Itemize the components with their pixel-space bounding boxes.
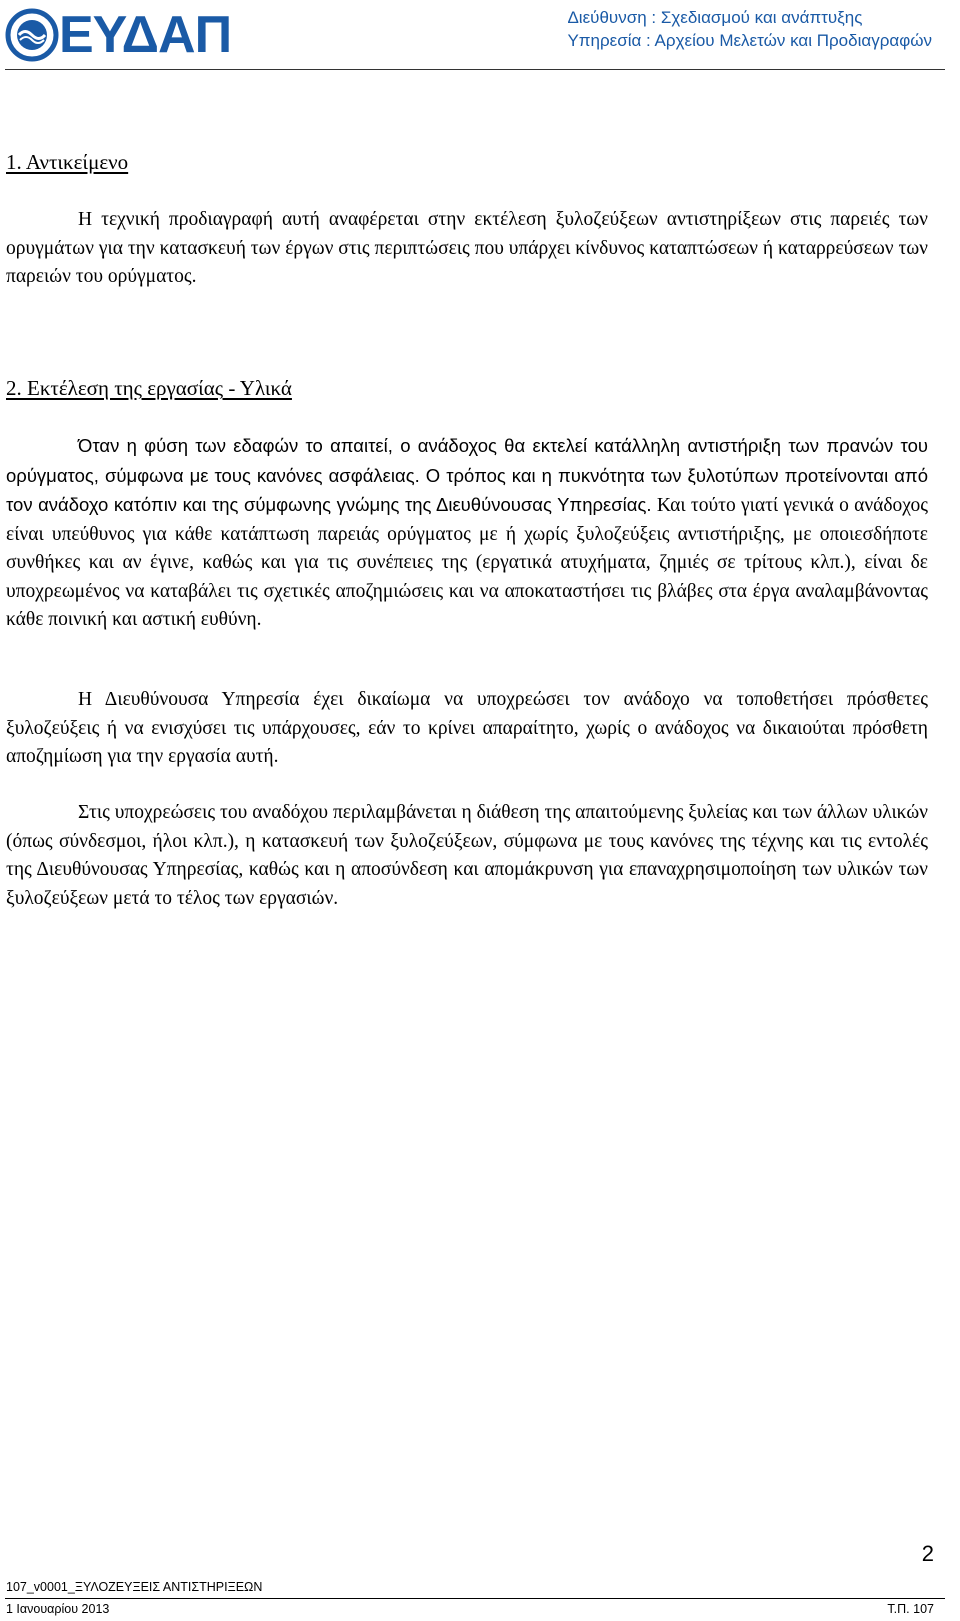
footer-spec-code: Τ.Π. 107: [887, 1602, 934, 1616]
footer-date: 1 Ιανουαρίου 2013: [6, 1602, 110, 1616]
service-label: Υπηρεσία : Αρχείου Μελετών και Προδιαγραφών: [567, 31, 932, 50]
page-header: [0, 0, 960, 72]
section-2-paragraph-1: [6, 432, 928, 635]
logo-text: ΕΥΔΑΠ: [59, 6, 232, 64]
footer-divider: [5, 1598, 945, 1599]
eydap-logo-icon: [5, 8, 59, 62]
section-1-heading: 1. Αντικείμενο: [6, 150, 129, 174]
section-1-paragraph: Η τεχνική προδιαγραφή αυτή αναφέρεται στην εκτέλεση ξυλοζεύξεων αντιστηρίξεων στις παρειές των ορυγμάτων για την κατασκευή των έργων στις περιπτώσεις που υπάρχει κίνδυνος καταπτώσεων ή καταρρεύσεων των παρειών του ορύγματος.: [6, 209, 928, 287]
section-2-paragraph-1-part-1: Όταν η φύση των εδαφών το απαιτεί, ο ανάδοχος θα εκτελεί κατάλληλη αντιστήριξη των πρανών του ορύγματος, σύμφωνα με τους κανόνες ασφάλειας. Ο τρόπος και η πυκνότητα των ξυλοτύπων προτείνονται από τον ανάδοχο κατόπιν και της σύμφωνης γνώμης της Διευθύνουσας Υπηρεσίας.: [6, 435, 928, 515]
footer-document-code: 107_v0001_ΞΥΛΟΖΕΥΞΕΙΣ ΑΝΤΙΣΤΗΡΙΞΕΩΝ: [6, 1580, 263, 1594]
section-2-paragraph-1-part-2: Και τούτο γιατί γενικά ο ανάδοχος είναι υπεύθυνος για κάθε κατάπτωση παρειάς ορύγματος με ή χωρίς ξυλοζεύξεις αντιστήριξης, με οποιεσδήποτε συνθήκες και αν έγινε, καθώς και για τις συνέπειες της (εργατικά ατυχήματα, ζημιές σε τρίτους κλπ.), είναι δε υποχρεωμένος να καταβάλει τις σχετικές αποζημιώσεις και να αποκαταστήσει τις βλάβες στα έργα αναλαμβάνοντας κάθε ποινική και αστική ευθύνη.: [6, 495, 928, 630]
section-2-heading: 2. Εκτέλεση της εργασίας - Υλικά: [6, 376, 292, 400]
header-divider: [5, 69, 945, 70]
section-2-paragraph-2: Η Διευθύνουσα Υπηρεσία έχει δικαίωμα να υποχρεώσει τον ανάδοχο να τοποθετήσει πρόσθετες ξυλοζεύξεις ή να ενισχύσει τις υπάρχουσες, εάν το κρίνει απαραίτητο, χωρίς ο ανάδοχος να δικαιούται πρόσθετη αποζημίωση για την εργασία αυτή.: [6, 689, 928, 767]
directorate-label: Διεύθυνση : Σχεδιασμού και ανάπτυξης: [567, 8, 863, 27]
company-logo: [5, 6, 231, 64]
page-number: 2: [921, 1541, 934, 1566]
section-2-paragraph-3: Στις υποχρεώσεις του αναδόχου περιλαμβάνεται η διάθεση της απαιτούμενης ξυλείας και των άλλων υλικών (όπως σύνδεσμοι, ήλοι κλπ.), η κατασκευή των ξυλοζεύξεων, σύμφωνα με τους κανόνες της τέχνης και τις εντολές της Διευθύνουσας Υπηρεσίας, καθώς και η αποσύνδεση και απομάκρυνση για επαναχρησιμοποίηση των υλικών των ξυλοζεύξεων μετά το τέλος των εργασιών.: [6, 802, 928, 909]
header-department-info: [567, 6, 932, 52]
